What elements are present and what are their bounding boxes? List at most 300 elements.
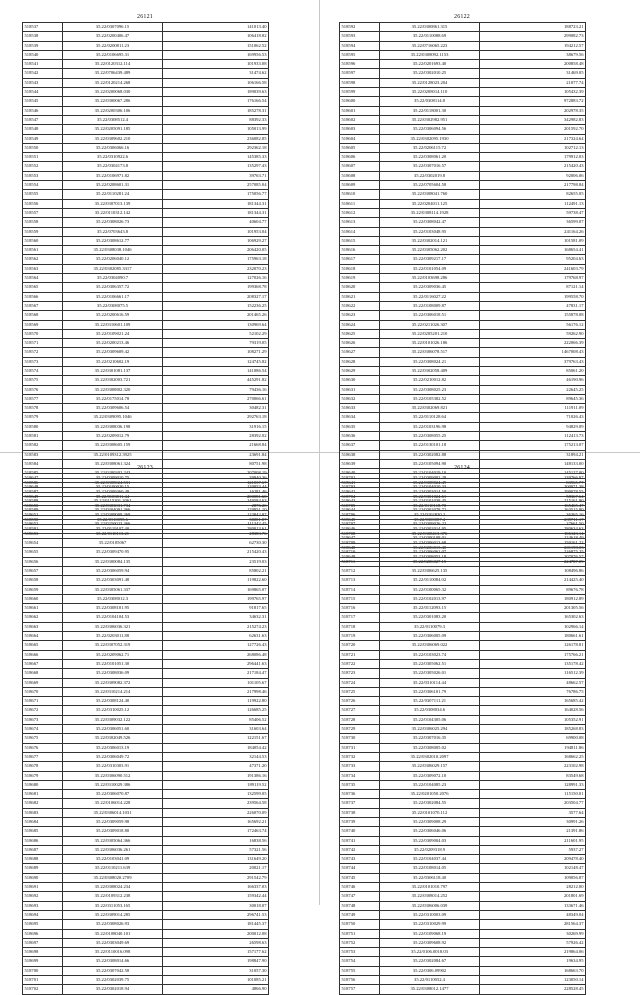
record-id-cell: 518664 — [23, 632, 63, 641]
amount-cell: 71026.43 — [480, 413, 586, 422]
reference-code-cell: 35.22/0308092.1153 — [380, 50, 480, 59]
amount-cell: 123842.97 — [163, 511, 269, 520]
record-id-cell: 518714 — [340, 585, 380, 594]
record-id-cell: 518559 — [23, 227, 63, 236]
reference-code-cell: 35.22/0110113.21 — [63, 529, 163, 538]
reference-code-cell: 35.22/0110118.70 — [380, 501, 480, 510]
record-id-cell: 518685 — [23, 827, 63, 836]
reference-code-cell: 35.22/0128023.204 — [380, 78, 480, 87]
reference-code-cell: 35.22/0302084.55 — [380, 799, 480, 808]
record-id-cell: 518718 — [340, 622, 380, 631]
amount-cell: 268086.48 — [163, 650, 269, 659]
table-row — [340, 799, 586, 808]
amount-cell: 299078.55 — [480, 487, 586, 496]
table-row — [340, 576, 586, 585]
record-id-cell: 518671 — [23, 697, 63, 706]
amount-cell: 101085.21 — [163, 976, 269, 985]
reference-code-cell: 35.22/0102830.2 — [380, 511, 480, 520]
reference-code-cell: 35.22/0118001.30 — [380, 106, 480, 115]
record-id-cell: 518584 — [23, 459, 63, 468]
amount-cell: 21668.84 — [163, 441, 269, 450]
reference-code-cell: 35.22/0310029.386 — [63, 780, 163, 789]
reference-code-cell: 35.22/0109312.3925 — [63, 450, 163, 459]
amount-cell: 141013.40 — [163, 23, 269, 32]
record-id-cell: 518662 — [23, 613, 63, 622]
table-row — [23, 864, 269, 873]
table-row — [340, 790, 586, 799]
amount-cell: 217798.84 — [480, 181, 586, 190]
sheet-page-number: 26122 — [454, 14, 470, 20]
reference-code-cell: 35.22/0101054.09 — [380, 264, 480, 273]
reference-code-cell: 35.22/0308024.234 — [63, 883, 163, 892]
record-id-cell: 518661 — [23, 604, 63, 613]
table-row — [340, 246, 586, 255]
record-id-cell: 518636 — [340, 432, 380, 441]
amount-cell: 88392.33 — [163, 115, 269, 124]
reference-code-cell: 35.22/0305064.366 — [63, 836, 163, 845]
record-id-cell: 518708 — [340, 529, 380, 538]
record-id-cell: 518619 — [340, 274, 380, 283]
amount-cell: 168662.25 — [480, 752, 586, 761]
record-id-cell: 518720 — [340, 641, 380, 650]
record-id-cell: 518638 — [340, 450, 380, 459]
amount-cell: 169956.53 — [163, 50, 269, 59]
table-row — [23, 929, 269, 938]
reference-code-cell: 35.22/0308042.47 — [380, 218, 480, 227]
amount-cell: 36365.16 — [480, 511, 586, 520]
table-row — [23, 836, 269, 845]
reference-code-cell: 35.22/0110088.69 — [380, 32, 480, 41]
record-id-cell: 518564 — [23, 274, 63, 283]
record-id-cell: 518539 — [23, 41, 63, 50]
reference-code-cell: 35.22/0206115.72 — [380, 143, 480, 152]
amount-cell: 30001.87 — [163, 515, 269, 524]
amount-cell: 179768.97 — [480, 274, 586, 283]
amount-cell: 201465.26 — [163, 311, 269, 320]
table-row — [23, 706, 269, 715]
amount-cell: 194212.57 — [480, 41, 586, 50]
table-row — [23, 32, 269, 41]
record-id-cell: 518635 — [340, 422, 380, 431]
table-row — [340, 632, 586, 641]
record-id-cell: 518748 — [340, 901, 380, 910]
table-row — [23, 808, 269, 817]
amount-cell: 215274.23 — [163, 622, 269, 631]
amount-cell: 181344.31 — [163, 199, 269, 208]
table-row — [340, 557, 586, 566]
reference-code-cell: 35.22/0306.09902 — [380, 966, 480, 975]
record-id-cell: 518688 — [23, 855, 63, 864]
amount-cell: 105432.39 — [480, 88, 586, 97]
record-id-cell: 518637 — [340, 441, 380, 450]
reference-code-cell: 35.22/0105067 — [63, 539, 163, 548]
reference-code-cell: 35.22/0302010.2097 — [380, 752, 480, 761]
table-row — [340, 762, 586, 771]
amount-cell: 270066.61 — [163, 394, 269, 403]
reference-code-cell: 35.22/0309217.17 — [380, 255, 480, 264]
amount-cell: 215420.43 — [480, 162, 586, 171]
record-id-cell: 518566 — [23, 292, 63, 301]
reference-code-cell: 35.22/0103011.44 — [63, 492, 163, 501]
record-id-cell: 518696 — [23, 929, 63, 938]
amount-cell: 165692.21 — [163, 817, 269, 826]
reference-code-cell: 35.22/0311053.165 — [63, 901, 163, 910]
amount-cell: 148133.00 — [480, 459, 586, 468]
reference-code-cell: 35.22/0306025.294 — [380, 725, 480, 734]
amount-cell: 16838.56 — [163, 836, 269, 845]
reference-code-cell: 35.22/0302058.409 — [380, 366, 480, 375]
amount-cell: 120053.44 — [163, 483, 269, 492]
reference-code-cell: 35.22/0205091.185 — [63, 125, 163, 134]
reference-code-cell: 35.22/0209318.9 — [380, 845, 480, 854]
table-row — [23, 855, 269, 864]
table-row — [23, 246, 269, 255]
record-id-cell: 518738 — [340, 808, 380, 817]
record-id-cell: 518605 — [340, 143, 380, 152]
record-id-cell: 518717 — [340, 613, 380, 622]
amount-cell: 85061.20 — [480, 366, 586, 375]
amount-cell: 1467008.43 — [480, 348, 586, 357]
record-id-cell: 518647 — [340, 534, 380, 543]
table-row — [340, 208, 586, 217]
amount-cell: 92006.06 — [480, 171, 586, 180]
reference-code-cell: 35.22/0308124.40 — [63, 697, 163, 706]
record-id-cell: 518669 — [23, 678, 63, 687]
amount-cell: 30018.07 — [163, 901, 269, 910]
record-id-cell: 518537 — [23, 23, 63, 32]
record-id-cell: 518658 — [23, 576, 63, 585]
reference-code-cell: 35.22/0200306.106 — [63, 106, 163, 115]
amount-cell: 111342.45 — [163, 520, 269, 529]
amount-cell: 31469.05 — [480, 69, 586, 78]
record-id-cell: 518729 — [340, 725, 380, 734]
reference-code-cell: 35.22/0100065.32 — [380, 585, 480, 594]
record-id-cell: 518678 — [23, 762, 63, 771]
amount-cell: 972883.72 — [480, 97, 586, 106]
reference-code-cell: 35.22/0104019.10 — [380, 469, 480, 478]
record-id-cell: 518721 — [340, 650, 380, 659]
table-row — [340, 320, 586, 329]
table-row — [340, 873, 586, 882]
record-id-cell: 518736 — [340, 790, 380, 799]
amount-cell: 184054.42 — [163, 743, 269, 752]
table-row — [340, 492, 586, 501]
amount-cell: 296741.53 — [163, 910, 269, 919]
reference-code-cell: 35.22/0308038.1046 — [63, 246, 163, 255]
reference-code-cell: 35.22/0101026.186 — [380, 339, 480, 348]
amount-cell: 126685.25 — [163, 706, 269, 715]
reference-code-cell: 35.22/0302014.121 — [380, 236, 480, 245]
table-row — [340, 845, 586, 854]
amount-cell: 199558.70 — [480, 292, 586, 301]
record-id-cell: 518593 — [340, 32, 380, 41]
record-id-cell: 518606 — [340, 153, 380, 162]
reference-code-cell: 35.22/0103048.95 — [380, 227, 480, 236]
amount-cell: 23691.84 — [163, 450, 269, 459]
reference-code-cell: 35.22/0309470.95 — [63, 548, 163, 557]
amount-cell: 159342.44 — [163, 892, 269, 901]
record-id-cell: 518715 — [340, 594, 380, 603]
reference-code-cell: 35.22/0309026.22 — [380, 520, 480, 529]
amount-cell: 85406.52 — [163, 715, 269, 724]
record-id-cell: 518609 — [340, 181, 380, 190]
amount-cell: 132599.05 — [163, 790, 269, 799]
table-row — [23, 292, 269, 301]
record-id-cell: 518651 — [23, 511, 63, 520]
table-row — [23, 585, 269, 594]
reference-code-cell: 35.22/0108040.101 — [63, 929, 163, 938]
amount-cell: 176166.54 — [163, 97, 269, 106]
amount-cell: 157177.62 — [163, 948, 269, 957]
table-row — [340, 348, 586, 357]
amount-cell: 121037.67 — [163, 478, 269, 487]
amount-cell: 59262.90 — [480, 329, 586, 338]
amount-cell: 4866.90 — [163, 985, 269, 994]
record-id-cell: 518578 — [23, 404, 63, 413]
amount-cell: 175056.77 — [163, 190, 269, 199]
reference-code-cell: 35.22/0306062.07 — [380, 548, 480, 557]
reference-code-cell: 35.22/0116027.22 — [380, 292, 480, 301]
reference-code-cell: 35.22/0309036.45 — [380, 283, 480, 292]
reference-code-cell: 35.22/0308026.93 — [63, 920, 163, 929]
table-row — [340, 329, 586, 338]
amount-cell: 200012.08 — [163, 929, 269, 938]
reference-code-cell: 35.22/0306029.157 — [380, 762, 480, 771]
record-id-cell: 518580 — [23, 422, 63, 431]
amount-cell: 32144.53 — [163, 752, 269, 761]
record-id-cell: 518572 — [23, 348, 63, 357]
amount-cell: 202978.35 — [480, 106, 586, 115]
amount-cell: 56176.12 — [480, 320, 586, 329]
amount-cell: 105352.91 — [480, 715, 586, 724]
amount-cell: 21391.86 — [480, 827, 586, 836]
reference-code-cell: 35.22/0306357.72 — [63, 283, 163, 292]
reference-code-cell: 35.22/0104104.53 — [63, 613, 163, 622]
amount-cell: 135297.43 — [163, 162, 269, 171]
record-id-cell: 518752 — [340, 938, 380, 947]
amount-cell: 141086.54 — [163, 366, 269, 375]
record-id-cell: 518586 — [23, 478, 63, 487]
amount-cell: 31474.62 — [163, 69, 269, 78]
reference-code-cell: 35.22/0302003.721 — [63, 376, 163, 385]
table-row — [340, 743, 586, 752]
amount-cell: 200081.60 — [163, 492, 269, 501]
table-row — [340, 199, 586, 208]
table-row — [340, 404, 586, 413]
amount-cell: 226070.09 — [163, 808, 269, 817]
reference-code-cell: 35.22/0309360.49 — [63, 487, 163, 496]
reference-code-cell: 35.22/0303049.69 — [63, 938, 163, 947]
reference-code-cell: 35.22/0130101.18 — [380, 441, 480, 450]
record-id-cell: 518691 — [23, 883, 63, 892]
reference-code-cell: 35.22/0309608.92 — [380, 938, 480, 947]
amount-cell: 91817.65 — [163, 604, 269, 613]
amount-cell: 119922.80 — [163, 697, 269, 706]
reference-code-cell: 35.22/0104085.23 — [380, 780, 480, 789]
amount-cell: 155878.08 — [480, 311, 586, 320]
reference-code-cell: 35.22/0110128.64 — [380, 413, 480, 422]
reference-code-cell: 35.22/0206027.15 — [380, 557, 480, 566]
amount-cell: 215161.90 — [480, 497, 586, 506]
amount-cell: 152236.25 — [163, 301, 269, 310]
table-row — [340, 153, 586, 162]
amount-cell: 203504.77 — [480, 799, 586, 808]
reference-code-cell: 35.22/0300067.286 — [63, 97, 163, 106]
record-id-cell: 518542 — [23, 69, 63, 78]
table-row — [340, 687, 586, 696]
table-row — [23, 669, 269, 678]
amount-cell: 280013.61 — [163, 525, 269, 534]
table-row — [23, 827, 269, 836]
table-row — [340, 78, 586, 87]
record-id-cell: 518679 — [23, 771, 63, 780]
amount-cell: 111911.09 — [480, 404, 586, 413]
table-row — [23, 376, 269, 385]
reference-code-cell: 35.22/0306090.512 — [63, 771, 163, 780]
reference-code-cell: 35.22/0309082.372 — [63, 678, 163, 687]
reference-code-cell: 35.22/0208014.110 — [380, 88, 480, 97]
reference-code-cell: 35.22/0308612.77 — [63, 236, 163, 245]
table-row — [340, 901, 586, 910]
amount-cell: 151062.52 — [163, 41, 269, 50]
table-row — [340, 283, 586, 292]
record-id-cell: 518694 — [23, 910, 63, 919]
record-id-cell: 518569 — [23, 320, 63, 329]
reference-code-cell: 35.22/0309602.210 — [63, 134, 163, 143]
record-id-cell: 518712 — [340, 566, 380, 575]
reference-code-cell: 35.22/0308802.320 — [63, 385, 163, 394]
reference-code-cell: 35.22/0305026.01 — [380, 669, 480, 678]
record-id-cell: 518649 — [340, 552, 380, 561]
table-row — [23, 985, 269, 994]
record-id-cell: 518545 — [23, 97, 63, 106]
reference-code-cell: 35.22/0302095.1930 — [380, 134, 480, 143]
amount-cell: 87121.14 — [480, 283, 586, 292]
table-row — [23, 743, 269, 752]
table-row — [340, 734, 586, 743]
record-id-cell: 518705 — [340, 501, 380, 510]
amount-cell: 239711.17 — [480, 515, 586, 524]
amount-cell: 164028.56 — [480, 706, 586, 715]
reference-code-cell: 35.22/0308061.20 — [380, 153, 480, 162]
table-row — [23, 566, 269, 575]
amount-cell: 168654.41 — [480, 246, 586, 255]
amount-cell: 445291.82 — [163, 376, 269, 385]
reference-code-cell: 35.22/0309004.03 — [380, 836, 480, 845]
reference-code-cell: 35.22/0304090.7 — [63, 274, 163, 283]
reference-code-cell: 35.22/0309059.98 — [63, 817, 163, 826]
record-id-cell: 518743 — [340, 855, 380, 864]
record-id-cell: 518648 — [340, 543, 380, 552]
table-row — [23, 283, 269, 292]
reference-code-cell: 35.22/0310025.12 — [63, 706, 163, 715]
table-row — [23, 190, 269, 199]
reference-code-cell: 35.22/0309032.122 — [63, 715, 163, 724]
reference-code-cell: 35.22/0308024.21 — [380, 357, 480, 366]
table-row — [23, 752, 269, 761]
amount-cell: 52102.29 — [163, 329, 269, 338]
reference-code-cell: 35.22/0304173.8 — [63, 162, 163, 171]
amount-cell: 89645.36 — [480, 394, 586, 403]
reference-code-cell: 35.22/0306014.1031 — [63, 808, 163, 817]
record-id-cell: 518725 — [340, 687, 380, 696]
reference-code-cell: 35.22/0104037.44 — [380, 855, 480, 864]
table-row — [23, 892, 269, 901]
reference-code-cell: 35.22/0308075.5 — [63, 301, 163, 310]
amount-cell: 185278.31 — [163, 106, 269, 115]
reference-code-cell: 35.22/0200302.243 — [63, 469, 163, 478]
table-row — [340, 780, 586, 789]
reference-code-cell: 35.22/0109068.19 — [380, 929, 480, 938]
amount-cell: 30269.99 — [480, 929, 586, 938]
record-id-cell: 518753 — [340, 948, 380, 957]
record-id-cell: 518695 — [23, 920, 63, 929]
record-id-cell: 518641 — [340, 478, 380, 487]
record-id-cell: 518634 — [340, 413, 380, 422]
table-row — [340, 41, 586, 50]
table-row — [340, 115, 586, 124]
amount-cell: 109056.87 — [480, 873, 586, 882]
table-row — [23, 69, 269, 78]
record-id-cell: 518700 — [23, 966, 63, 975]
amount-cell: 106418.82 — [163, 32, 269, 41]
record-id-cell: 518595 — [340, 50, 380, 59]
reference-code-cell: 35.22/0110095.6 — [63, 515, 163, 524]
amount-cell: 281564.37 — [480, 920, 586, 929]
reference-code-cell: 35.22/0310029.99 — [380, 920, 480, 929]
table-row — [340, 125, 586, 134]
reference-code-cell: 35.22/0308025.23 — [380, 385, 480, 394]
table-row — [23, 948, 269, 957]
table-row — [340, 190, 586, 199]
record-id-cell: 518624 — [340, 320, 380, 329]
record-id-cell: 518692 — [23, 892, 63, 901]
record-id-cell: 518754 — [340, 957, 380, 966]
record-id-cell: 518681 — [23, 790, 63, 799]
amount-cell: 165302.63 — [480, 613, 586, 622]
reference-code-cell: 35.22/0115301.2062 — [63, 497, 163, 506]
amount-cell: 28383.76 — [163, 529, 269, 538]
table-row — [340, 883, 586, 892]
reference-code-cell: 35.22/0306066.16 — [63, 143, 163, 152]
amount-cell: 85802.21 — [163, 566, 269, 575]
record-id-cell: 518690 — [23, 873, 63, 882]
table-row — [340, 938, 586, 947]
table-row — [23, 153, 269, 162]
record-id-cell: 518629 — [340, 366, 380, 375]
reference-code-cell: 35.22/0300108.01 — [380, 534, 480, 543]
record-id-cell: 518633 — [340, 404, 380, 413]
amount-cell: 201198.03 — [480, 543, 586, 552]
table-row — [340, 976, 586, 985]
amount-cell: 19634.95 — [480, 957, 586, 966]
table-row — [23, 413, 269, 422]
record-id-cell: 518558 — [23, 218, 63, 227]
reference-code-cell: 35.22/0310303.91 — [63, 762, 163, 771]
table-row — [23, 208, 269, 217]
record-id-cell: 518552 — [23, 162, 63, 171]
amount-cell: 166337.03 — [163, 883, 269, 892]
reference-code-cell: 35.22/0302078.72 — [380, 506, 480, 515]
record-id-cell: 518747 — [340, 892, 380, 901]
reference-code-cell: 35.22/0308053.18 — [380, 552, 480, 561]
reference-code-cell: 35.22/0306018.51 — [380, 311, 480, 320]
reference-code-cell: 35.22/0302084.67 — [380, 957, 480, 966]
table-row — [340, 539, 586, 548]
reference-code-cell: 35.22/0250023.366 — [63, 520, 163, 529]
record-id-cell: 518553 — [23, 171, 63, 180]
table-row — [340, 511, 586, 520]
